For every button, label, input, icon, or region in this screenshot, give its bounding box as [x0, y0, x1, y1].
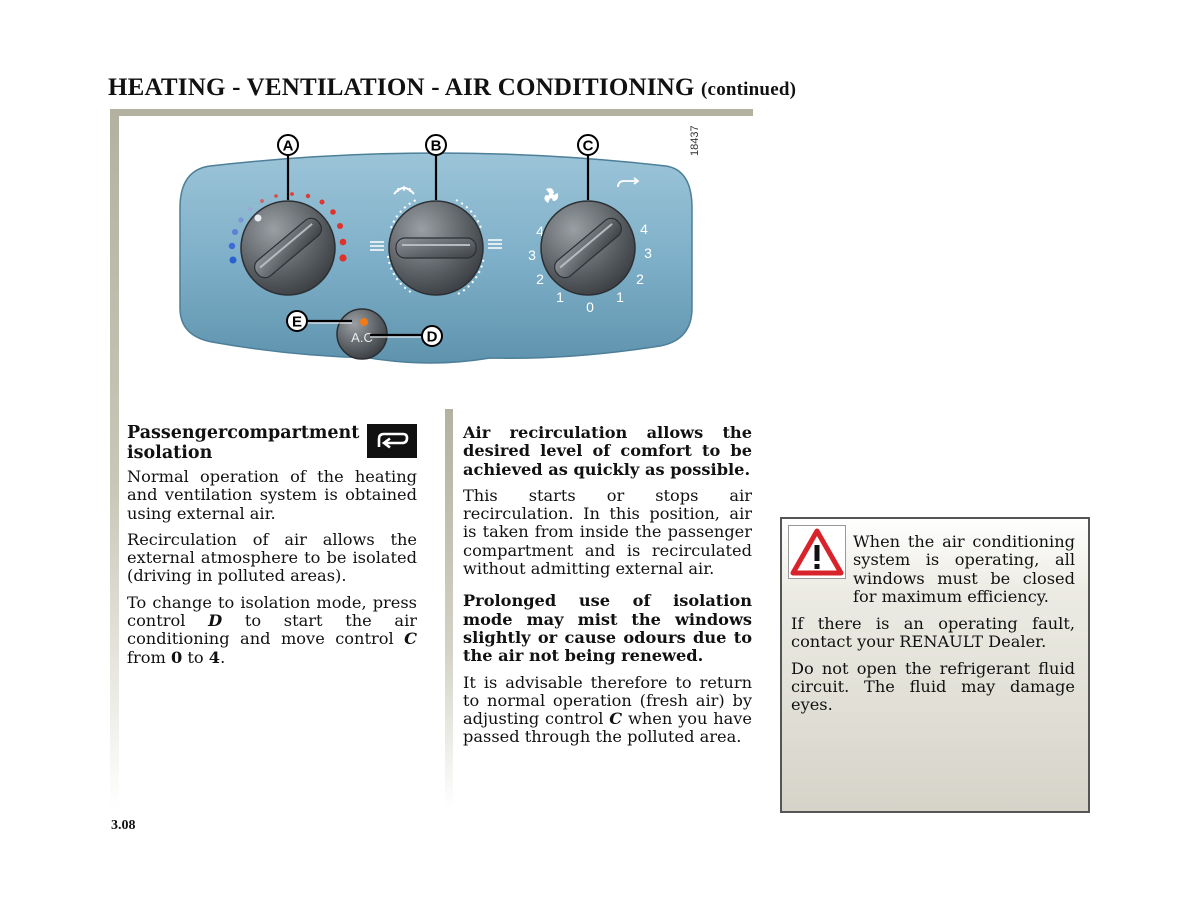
- scale-2-right: 2: [636, 271, 644, 287]
- svg-text:C: C: [582, 137, 594, 155]
- scale-1-right: 1: [616, 289, 624, 305]
- paragraph-recirculation: Recirculation of air allows the external atmosphere to be isolated (driving in polluted areas).: [127, 529, 417, 586]
- paragraph-recirculation-comfort: Air recirculation allows the desired level of comfort to be achieved as quickly as possible.: [463, 423, 752, 479]
- callout-b: [426, 135, 446, 155]
- svg-text:D: D: [426, 328, 438, 346]
- middle-rule: [445, 409, 453, 809]
- page-title: [108, 74, 796, 102]
- left-column: [127, 423, 417, 675]
- paragraph-change-mode: To change to isolation mode, press control D to start the air conditioning and move control C from 0 to 4.: [127, 592, 417, 667]
- right-column: [463, 424, 752, 755]
- warning-other-paragraphs: [791, 615, 1075, 722]
- left-rule: [110, 109, 119, 809]
- top-rule: [110, 109, 753, 116]
- ac-indicator-light: [360, 318, 368, 326]
- paragraph-return-normal: It is advisable therefore to return to normal operation (fresh air) by adjusting control C when you have passed through the polluted area.: [463, 672, 752, 747]
- warning-fault: If there is an operating fault, contact your RENAULT Dealer.: [791, 614, 1075, 652]
- warning-refrigerant: Do not open the refrigerant fluid circuit. The fluid may damage eyes.: [791, 658, 1075, 715]
- callout-d: [422, 326, 442, 346]
- paragraph-normal-operation: Normal operation of the heating and ventilation system is obtained using external air.: [127, 467, 417, 523]
- warning-box: [780, 517, 1090, 813]
- recirculation-icon: [367, 424, 417, 458]
- scale-0: 0: [586, 299, 594, 315]
- svg-text:E: E: [291, 313, 303, 331]
- callout-e: [287, 311, 307, 331]
- svg-text:B: B: [430, 137, 442, 155]
- paragraph-starts-stops: This starts or stops air recirculation. In this position, air is taken from inside the passenger compartment and is recirculated without admitting external air.: [463, 485, 752, 579]
- scale-4-right: 4: [640, 221, 648, 237]
- warning-first-paragraph: When the air conditioning system is operating, all windows must be closed for maximum efficiency.: [853, 532, 1075, 606]
- callout-a: [278, 135, 298, 155]
- scale-3-left: 3: [528, 247, 536, 263]
- scale-4-left: 4: [536, 223, 544, 239]
- scale-3-right: 3: [644, 245, 652, 261]
- title-continued: (continued): [701, 79, 797, 100]
- scale-1-left: 1: [556, 289, 564, 305]
- title-main: HEATING - VENTILATION - AIR CONDITIONING: [108, 74, 695, 101]
- ac-button-label: A.C: [351, 330, 373, 345]
- page-number: 3.08: [111, 818, 136, 833]
- section-title: Passenger compartment isolation: [127, 423, 360, 463]
- paragraph-prolonged-use: Prolonged use of isolation mode may mist the windows slightly or cause odours due to the air not being renewed.: [463, 591, 752, 666]
- callout-c: [578, 135, 598, 155]
- reference-code: 18437: [689, 125, 701, 156]
- svg-text:A: A: [282, 137, 294, 155]
- warning-icon: [788, 525, 846, 579]
- control-panel-illustration: [170, 118, 710, 388]
- scale-2-left: 2: [536, 271, 544, 287]
